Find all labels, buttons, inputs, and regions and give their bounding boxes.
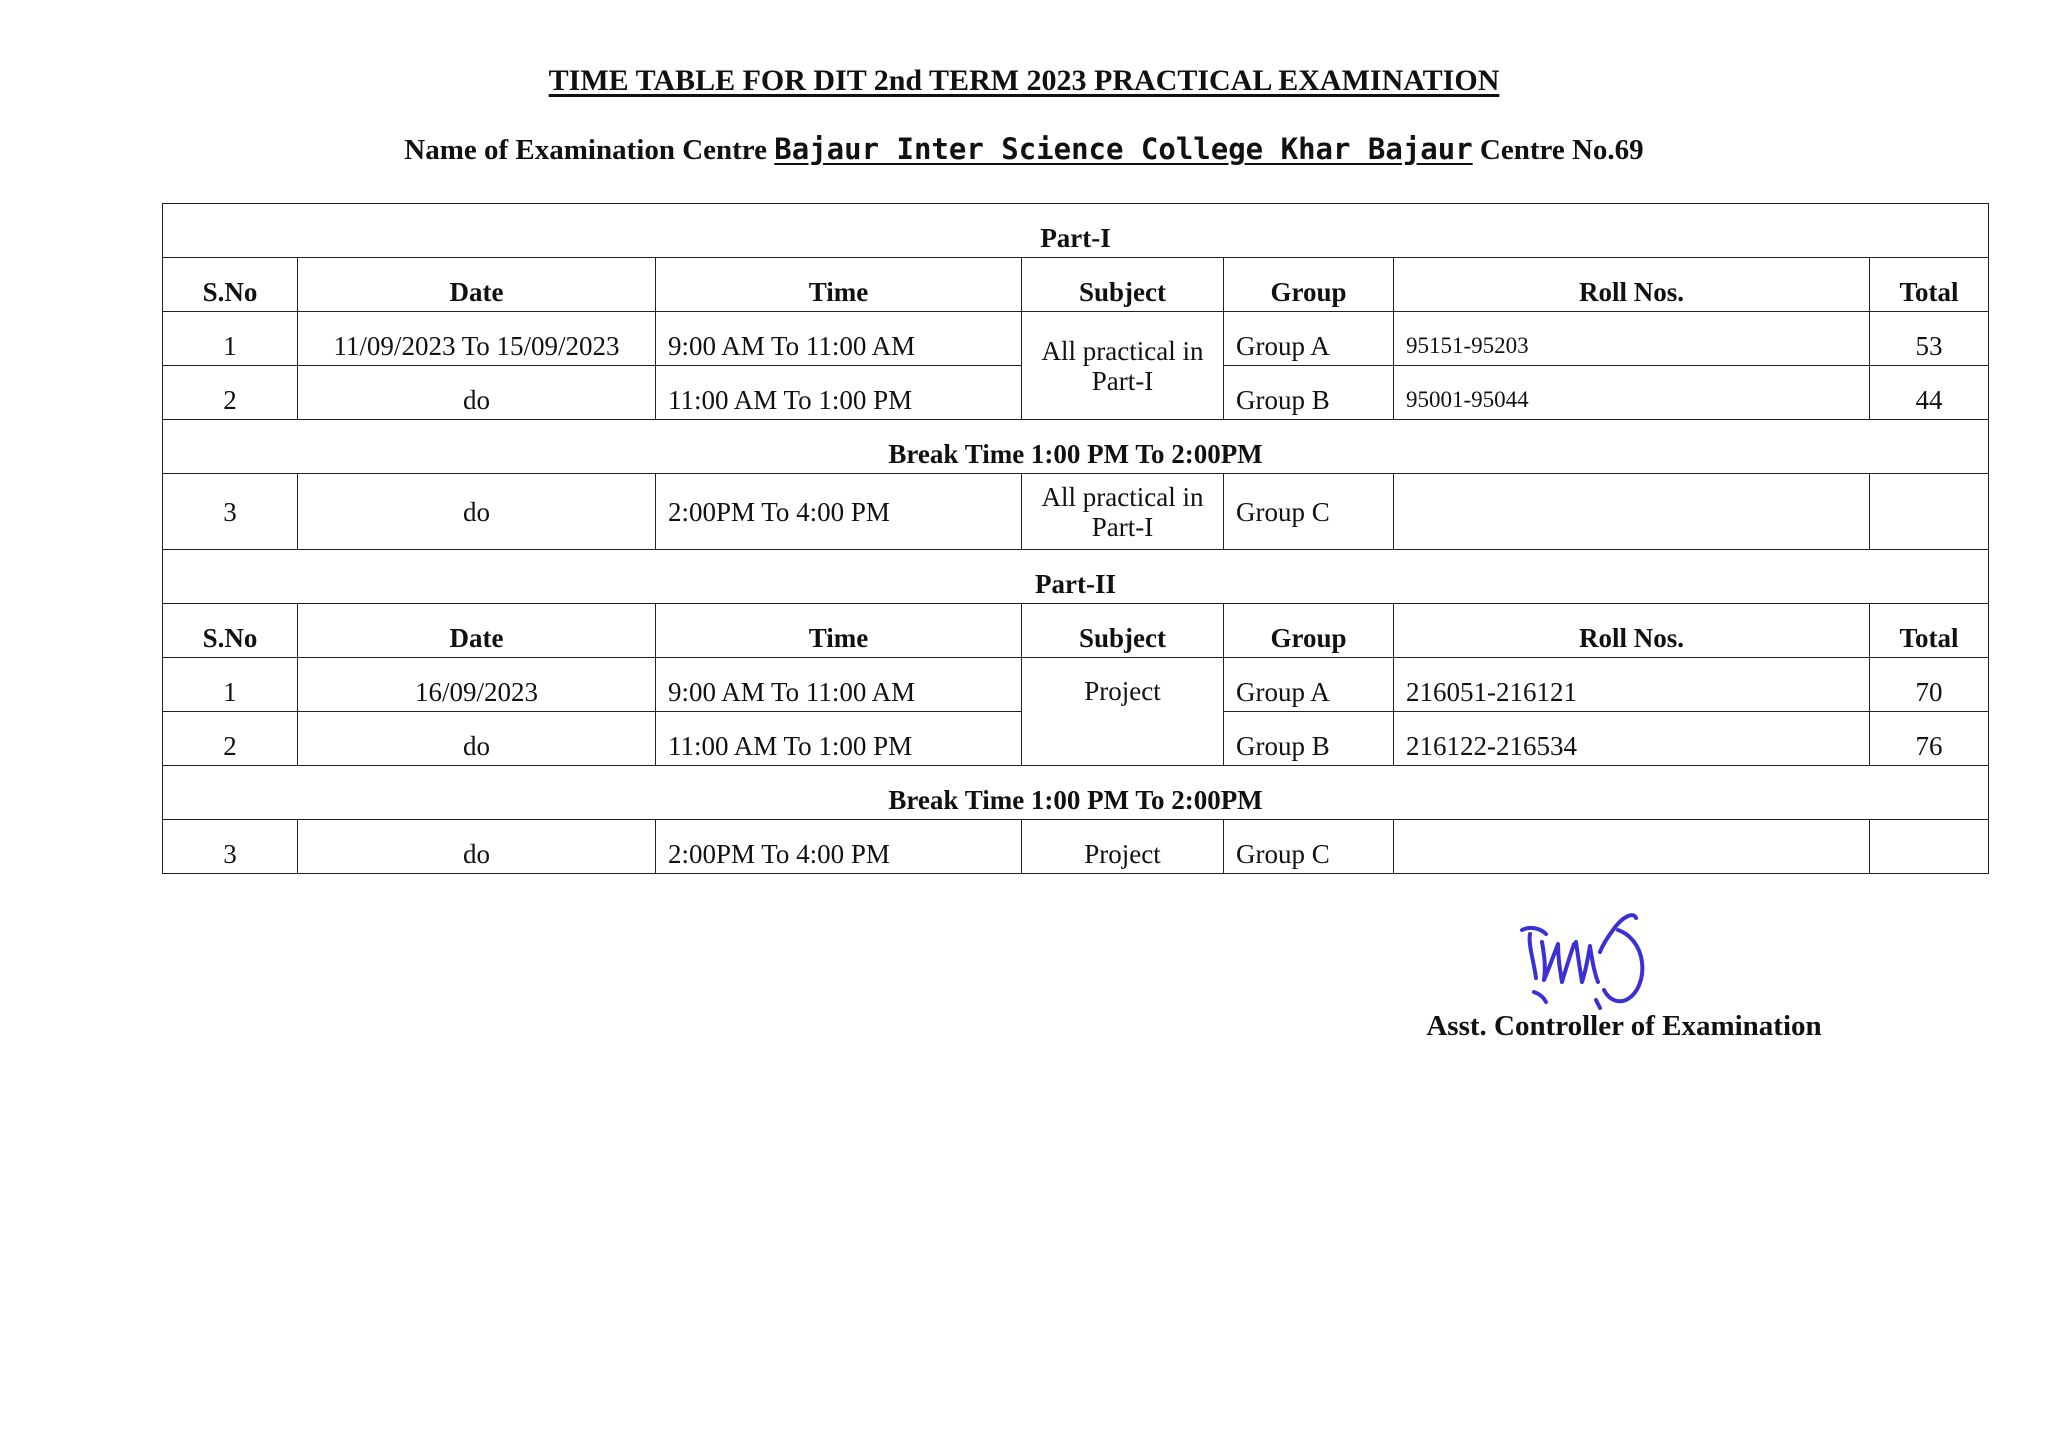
col-header-sno: S.No xyxy=(163,258,298,312)
cell-total: 70 xyxy=(1870,658,1989,712)
cell-date: 16/09/2023 xyxy=(298,658,656,712)
col-header-time: Time xyxy=(656,258,1022,312)
cell-total: 76 xyxy=(1870,712,1989,766)
cell-time: 2:00PM To 4:00 PM xyxy=(656,474,1022,550)
cell-roll: 95151-95203 xyxy=(1394,312,1870,366)
cell-date: do xyxy=(298,474,656,550)
part1-heading-row xyxy=(163,204,1989,258)
cell-time: 11:00 AM To 1:00 PM xyxy=(656,366,1022,420)
break-time: Break Time 1:00 PM To 2:00PM xyxy=(163,766,1989,820)
cell-total xyxy=(1870,820,1989,874)
cell-group: Group C xyxy=(1224,820,1394,874)
col-header-group: Group xyxy=(1224,258,1394,312)
col-header-date: Date xyxy=(298,604,656,658)
col-header-roll: Roll Nos. xyxy=(1394,604,1870,658)
cell-roll: 95001-95044 xyxy=(1394,366,1870,420)
cell-subject: All practical in Part-I xyxy=(1022,312,1224,420)
cell-sno: 3 xyxy=(163,474,298,550)
cell-date: do xyxy=(298,820,656,874)
centre-prefix: Name of Examination Centre xyxy=(404,134,768,166)
cell-total: 53 xyxy=(1870,312,1989,366)
cell-group: Group C xyxy=(1224,474,1394,550)
cell-roll xyxy=(1394,474,1870,550)
col-header-time: Time xyxy=(656,604,1022,658)
cell-sno: 3 xyxy=(163,820,298,874)
cell-date: 11/09/2023 To 15/09/2023 xyxy=(298,312,656,366)
col-header-total: Total xyxy=(1870,604,1989,658)
cell-roll xyxy=(1394,820,1870,874)
part2-heading-row xyxy=(163,550,1989,604)
break-row xyxy=(163,420,1989,474)
part1-header-row xyxy=(163,258,1989,312)
table-row xyxy=(163,474,1989,550)
col-header-date: Date xyxy=(298,258,656,312)
cell-time: 9:00 AM To 11:00 AM xyxy=(656,312,1022,366)
cell-date: do xyxy=(298,712,656,766)
page-title: TIME TABLE FOR DIT 2nd TERM 2023 PRACTICAL EXAMINATION xyxy=(548,64,1500,97)
cell-sno: 2 xyxy=(163,712,298,766)
table-row xyxy=(163,312,1989,366)
col-header-subject: Subject xyxy=(1022,258,1224,312)
cell-subject: Project xyxy=(1022,820,1224,874)
col-header-roll: Roll Nos. xyxy=(1394,258,1870,312)
cell-subject: Project xyxy=(1022,658,1224,766)
part2-heading: Part-II xyxy=(163,550,1989,604)
cell-sno: 1 xyxy=(163,658,298,712)
part1-heading: Part-I xyxy=(163,204,1989,258)
break-time: Break Time 1:00 PM To 2:00PM xyxy=(163,420,1989,474)
cell-group: Group A xyxy=(1224,658,1394,712)
cell-group: Group A xyxy=(1224,312,1394,366)
cell-roll: 216122-216534 xyxy=(1394,712,1870,766)
cell-total xyxy=(1870,474,1989,550)
cell-subject: All practical in Part-I xyxy=(1022,474,1224,550)
cell-group: Group B xyxy=(1224,366,1394,420)
cell-group: Group B xyxy=(1224,712,1394,766)
cell-date: do xyxy=(298,366,656,420)
col-header-total: Total xyxy=(1870,258,1989,312)
part2-header-row xyxy=(163,604,1989,658)
cell-time: 2:00PM To 4:00 PM xyxy=(656,820,1022,874)
timetable xyxy=(162,203,1989,874)
cell-time: 9:00 AM To 11:00 AM xyxy=(656,658,1022,712)
cell-total: 44 xyxy=(1870,366,1989,420)
centre-line xyxy=(0,132,2048,167)
col-header-group: Group xyxy=(1224,604,1394,658)
centre-name: Bajaur Inter Science College Khar Bajaur xyxy=(774,132,1473,166)
col-header-sno: S.No xyxy=(163,604,298,658)
cell-sno: 2 xyxy=(163,366,298,420)
signatory-title: Asst. Controller of Examination xyxy=(1426,1010,1822,1042)
break-row xyxy=(163,766,1989,820)
cell-sno: 1 xyxy=(163,312,298,366)
cell-roll: 216051-216121 xyxy=(1394,658,1870,712)
cell-time: 11:00 AM To 1:00 PM xyxy=(656,712,1022,766)
centre-number: Centre No.69 xyxy=(1479,134,1644,166)
table-row xyxy=(163,820,1989,874)
col-header-subject: Subject xyxy=(1022,604,1224,658)
table-row xyxy=(163,658,1989,712)
